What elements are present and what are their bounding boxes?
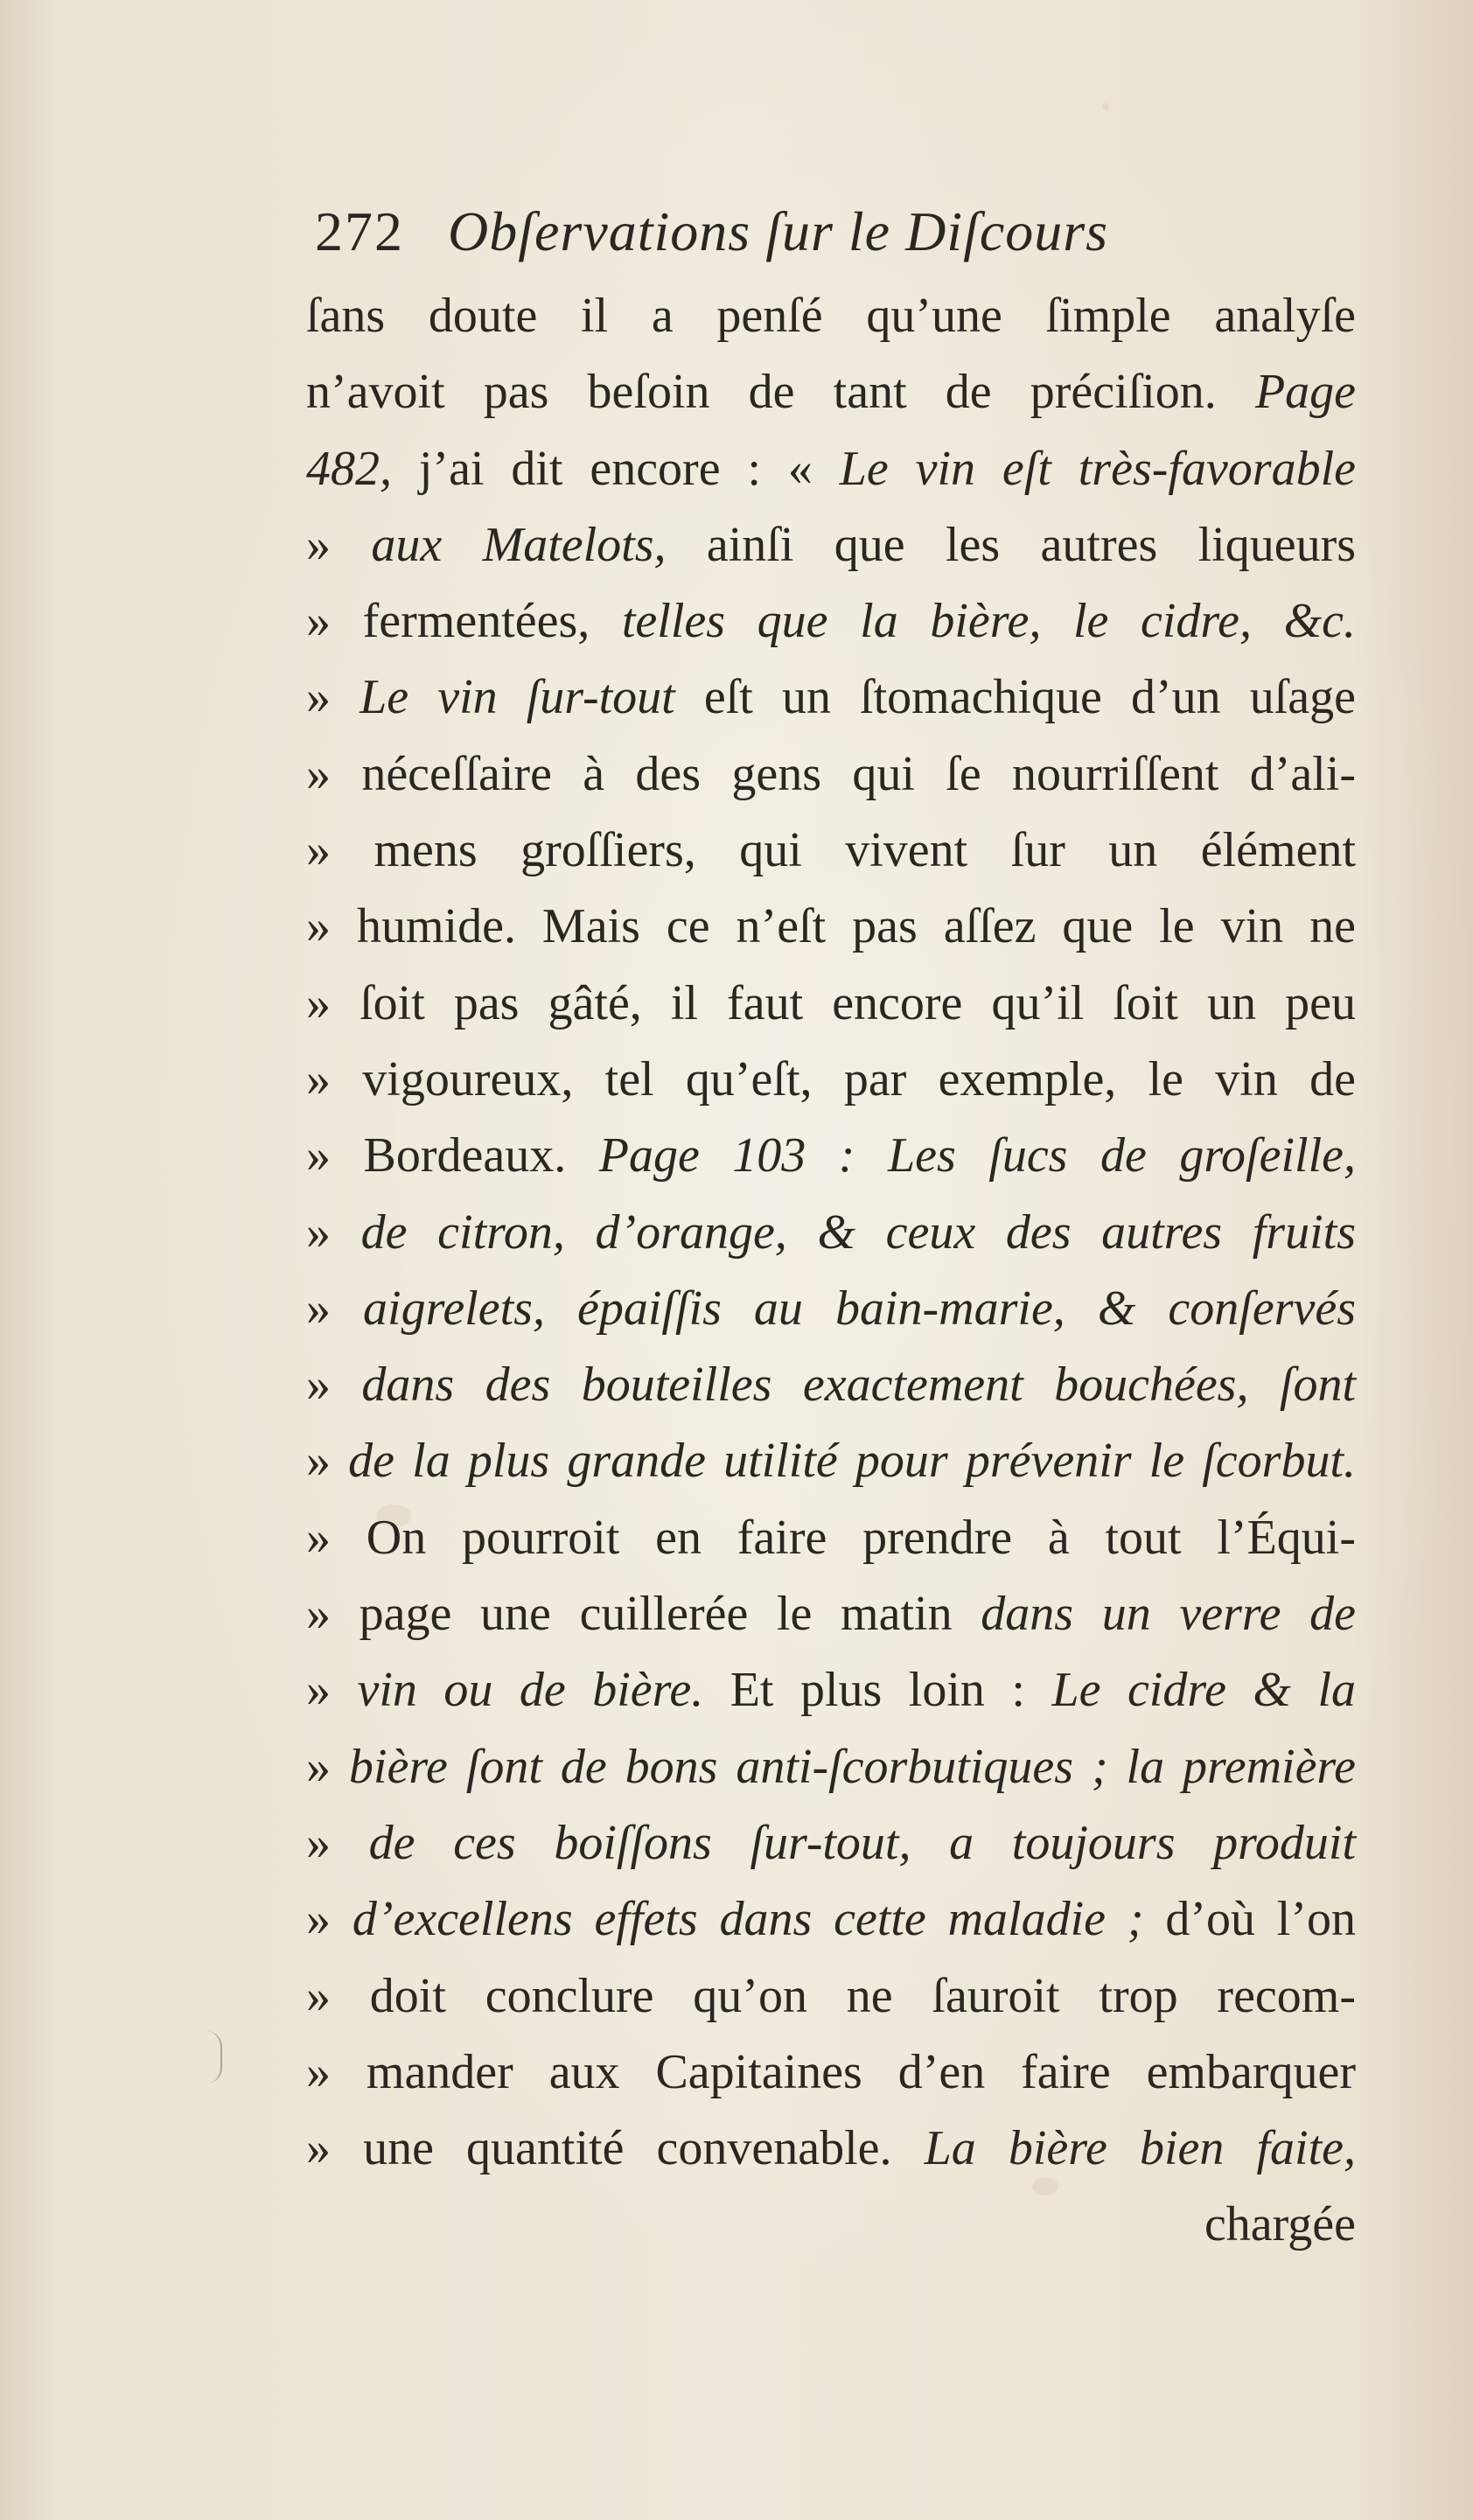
text-line	[306, 1500, 1356, 1576]
text-line	[306, 1271, 1356, 1347]
text-line	[306, 1729, 1356, 1805]
text-segment: » fermentées,	[306, 594, 622, 649]
text-segment: ſans doute il a penſé qu’une ſimple analyſe	[306, 289, 1356, 343]
text-line	[306, 813, 1356, 889]
text-segment: » page une cuillerée le matin	[306, 1587, 981, 1642]
text-segment: n’avoit pas beſoin de tant de préciſion.	[306, 365, 1255, 420]
text-line	[306, 1576, 1356, 1652]
text-segment: » une quantité convenable.	[306, 2121, 925, 2176]
text-segment: »	[306, 1663, 358, 1718]
text-segment: »	[306, 1281, 364, 1336]
text-segment: » néceſſaire à des gens qui ſe nourriſſent d’ali-	[306, 746, 1356, 801]
text-segment: » doit conclure qu’on ne ſauroit trop recom-	[306, 1968, 1356, 2023]
text-line	[306, 507, 1356, 583]
italic-text-segment: dans un verre de	[981, 1587, 1356, 1642]
text-segment: eſt un ſtomachique d’un uſage	[674, 670, 1356, 725]
text-segment: »	[306, 1204, 361, 1260]
text-line	[306, 583, 1356, 660]
italic-text-segment: La bière bien faite,	[924, 2121, 1356, 2176]
italic-text-segment: de la plus grande utilité pour prévenir le ſcorbut.	[348, 1434, 1356, 1489]
italic-text-segment: d’excellens effets dans cette maladie ;	[352, 1892, 1144, 1947]
text-line	[306, 354, 1356, 430]
text-segment: » On pourroit en faire prendre à tout l’Équi-	[306, 1510, 1356, 1565]
italic-text-segment: vin ou de bière.	[357, 1663, 704, 1718]
text-segment: »	[306, 1815, 369, 1870]
text-line	[306, 966, 1356, 1042]
text-line	[306, 736, 1356, 813]
italic-text-segment: aigrelets, épaiſſis au bain-marie, & conſervés	[363, 1281, 1356, 1336]
catchword: chargée	[1204, 2197, 1356, 2252]
text-segment: »	[306, 1434, 349, 1489]
text-line	[306, 1347, 1356, 1423]
text-line	[306, 889, 1356, 965]
text-line	[306, 1652, 1356, 1728]
text-segment: » vigoureux, tel qu’eſt, par exemple, le vin de	[306, 1051, 1356, 1106]
text-line	[306, 1423, 1356, 1499]
italic-text-segment: 482,	[306, 441, 392, 496]
italic-text-segment: bière ſont de bons anti-ſcorbutiques ; la première	[348, 1739, 1356, 1794]
text-segment: »	[306, 1358, 362, 1413]
text-line	[306, 1805, 1356, 1881]
text-segment: j’ai dit encore : «	[392, 441, 840, 496]
text-line	[306, 2035, 1356, 2111]
text-line	[306, 1958, 1356, 2035]
text-segment: »	[306, 1739, 349, 1794]
italic-text-segment: Le cidre & la	[1051, 1663, 1357, 1718]
text-line	[306, 660, 1356, 736]
italic-text-segment: Page	[1254, 365, 1356, 420]
text-line	[306, 1042, 1356, 1118]
text-segment: »	[306, 670, 360, 725]
text-segment: » ſoit pas gâté, il faut encore qu’il ſoit un peu	[306, 975, 1356, 1030]
text-segment: » Bordeaux.	[306, 1128, 599, 1183]
foxing-spot	[1102, 103, 1109, 110]
text-line	[306, 278, 1356, 354]
text-line	[306, 2111, 1356, 2187]
page-number: 272	[315, 200, 404, 262]
running-header	[315, 192, 1190, 271]
text-line	[306, 1881, 1356, 1958]
text-segment: d’où l’on	[1143, 1892, 1356, 1947]
text-segment: » mander aux Capitaines d’en faire embarquer	[306, 2044, 1356, 2099]
text-line	[306, 1195, 1356, 1271]
text-segment: Et plus loin :	[703, 1663, 1052, 1718]
text-line	[306, 1118, 1356, 1194]
text-segment: »	[306, 1892, 353, 1947]
margin-bracket-mark	[206, 2031, 222, 2084]
italic-text-segment: Page 103 : Les ſucs de groſeille,	[598, 1128, 1356, 1183]
italic-text-segment: dans des bouteilles exactement bouchées, ſont	[361, 1358, 1356, 1413]
running-title: Obſervations ſur le Diſcours	[448, 200, 1109, 262]
text-segment: »	[306, 517, 372, 572]
text-segment: » mens groſſiers, qui vivent ſur un élément	[306, 823, 1356, 878]
text-segment: » humide. Mais ce n’eſt pas aſſez que le vin ne	[306, 899, 1356, 954]
text-line	[306, 431, 1356, 507]
italic-text-segment: Le vin ſur-tout	[360, 670, 675, 725]
italic-text-segment: telles que la bière, le cidre, &c.	[621, 594, 1356, 649]
italic-text-segment: de citron, d’orange, & ceux des autres fruits	[360, 1204, 1357, 1260]
body-text	[306, 278, 1356, 2264]
italic-text-segment: Le vin eſt très-favorable	[839, 441, 1357, 496]
italic-text-segment: aux Matelots,	[371, 517, 667, 572]
text-segment: ainſi que les autres liqueurs	[666, 517, 1357, 572]
italic-text-segment: de ces boiſſons ſur-tout, a toujours produit	[368, 1815, 1357, 1870]
